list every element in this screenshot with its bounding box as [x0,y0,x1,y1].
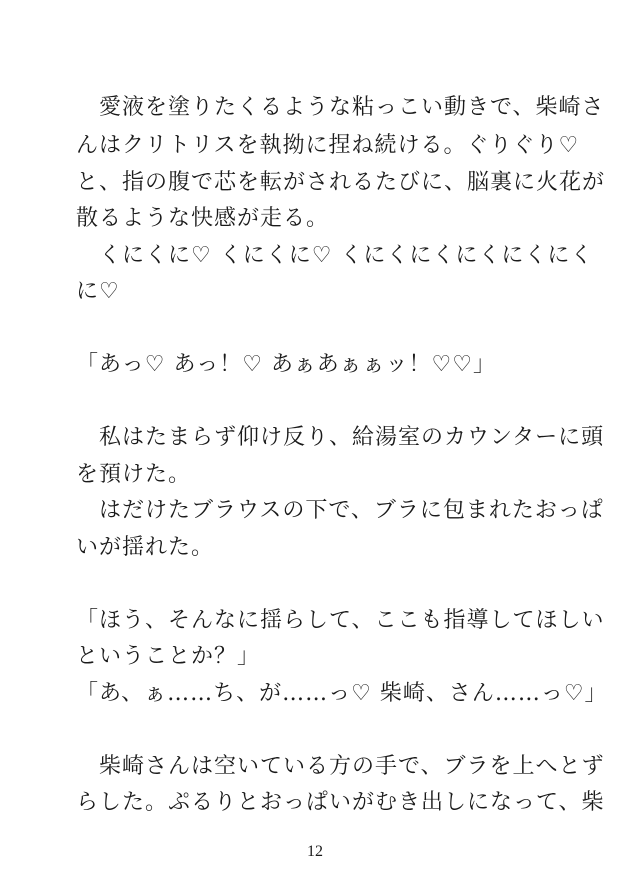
text-line: 柴崎さんは空いている方の手で、ブラを上へとず [76,754,605,779]
text-line: らした。ぷるりとおっぱいがむき出しになって、柴 [76,790,605,815]
text-line [76,715,576,745]
text-line: はだけたブラウスの下で、ブラに包まれたおっぱ [76,498,604,523]
text-line: に♡ [76,279,120,304]
text-line: を預けた。 [76,462,192,487]
text-line: ということか？」 [76,644,261,669]
page-number: 12 [307,843,323,860]
text-line [76,569,576,599]
text-line [76,387,576,417]
text-line: 「あっ♡ あっ！♡ あぁあぁぁッ！♡♡」 [76,352,496,377]
text-line: んはクリトリスを執拗に捏ね続ける。ぐりぐり♡ [76,133,580,158]
text-line: 私はたまらず仰け反り、給湯室のカウンターに頭 [76,425,605,450]
text-line: 「あ、ぁ……ち、が……っ♡ 柴崎、さん……っ♡」 [76,681,608,706]
text-line: 散るような快感が走る。 [76,206,330,231]
text-line: いが揺れた。 [76,535,215,560]
text-line: 「ほう、そんなに揺らして、ここも指導してほしい [76,608,605,633]
text-line: 愛液を塗りたくるような粘っこい動きで、柴崎さ [76,95,605,120]
text-line: くにくに♡ くにくに♡ くにくにくにくにくにく [76,243,594,268]
text-line: と、指の腹で芯を転がされるたびに、脳裏に火花が [76,170,606,195]
text-line [76,314,576,344]
